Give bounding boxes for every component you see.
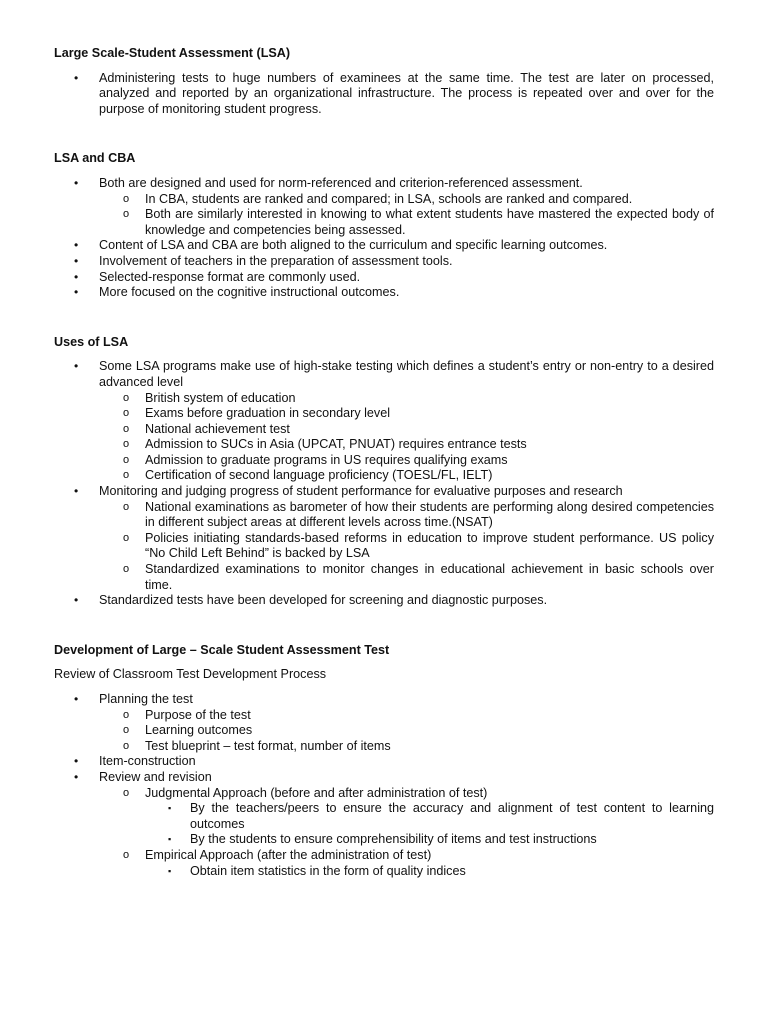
- list-item: [54, 270, 714, 286]
- section-heading: LSA and CBA: [54, 151, 136, 166]
- circle-bullet-icon: o: [123, 500, 130, 513]
- list-item: [54, 359, 714, 390]
- list-item: [54, 406, 714, 422]
- bullet-list: [54, 692, 714, 879]
- list-item-text: Judgmental Approach (before and after administration of test): [145, 785, 488, 800]
- bullet-icon: •: [74, 285, 79, 300]
- document-section: [54, 46, 714, 117]
- circle-bullet-icon: o: [123, 531, 130, 544]
- bullet-icon: •: [74, 70, 79, 85]
- list-item-text: Purpose of the test: [145, 707, 251, 722]
- circle-bullet-icon: o: [123, 453, 130, 466]
- list-item-text: Both are similarly interested in knowing to what extent students have mastered the expected body of knowledge and competencies being assessed.: [145, 207, 714, 237]
- list-item-text: Both are designed and used for norm-referenced and criterion-referenced assessment.: [99, 175, 583, 190]
- bullet-icon: •: [74, 484, 79, 499]
- section-gap: [54, 609, 714, 643]
- circle-bullet-icon: o: [123, 786, 130, 799]
- list-item-text: More focused on the cognitive instructional outcomes.: [99, 285, 400, 300]
- bullet-icon: •: [74, 769, 79, 784]
- square-bullet-icon: ▪: [168, 834, 172, 845]
- list-item-text: In CBA, students are ranked and compared; in LSA, schools are ranked and compared.: [145, 191, 633, 206]
- list-item-text: Certification of second language proficiency (TOESL/FL, IELT): [145, 468, 493, 483]
- bullet-icon: •: [74, 692, 79, 706]
- list-item: [54, 453, 714, 469]
- list-item: [54, 391, 714, 407]
- circle-bullet-icon: o: [123, 192, 130, 205]
- bullet-icon: •: [74, 253, 79, 268]
- list-item-text: Test blueprint – test format, number of items: [145, 738, 391, 753]
- list-item: [54, 531, 714, 562]
- list-item: [54, 71, 714, 118]
- list-item: [54, 500, 714, 531]
- list-item: [54, 484, 714, 500]
- list-item-text: Standardized tests have been developed for screening and diagnostic purposes.: [99, 593, 548, 608]
- list-item: [54, 692, 714, 708]
- list-item-text: Learning outcomes: [145, 723, 253, 738]
- document-page: [54, 46, 714, 879]
- list-item: [54, 754, 714, 770]
- document-section: [54, 643, 714, 879]
- section-subheading: Review of Classroom Test Development Process: [54, 667, 327, 682]
- circle-bullet-icon: o: [123, 469, 130, 482]
- list-item: [54, 422, 714, 438]
- circle-bullet-icon: o: [123, 708, 130, 721]
- bullet-icon: •: [74, 754, 79, 769]
- list-item-text: Selected-response format are commonly used.: [99, 269, 361, 284]
- list-item-text: British system of education: [145, 390, 296, 405]
- bullet-list: [54, 71, 714, 118]
- section-heading: Development of Large – Scale Student Assessment Test: [54, 642, 390, 657]
- section-heading: Uses of LSA: [54, 334, 129, 349]
- circle-bullet-icon: o: [123, 422, 130, 435]
- bullet-icon: •: [74, 359, 79, 374]
- list-item-text: Review and revision: [99, 769, 212, 784]
- list-item-text: Administering tests to huge numbers of examinees at the same time. The test are later on processed, analyzed and reported by an organizational infrastructure. The process is repeated over and over for the purpose of monitoring student progress.: [99, 70, 714, 116]
- list-item: [54, 848, 714, 864]
- list-item: [54, 786, 714, 802]
- list-item-text: By the teachers/peers to ensure the accuracy and alignment of test content to learning outcomes: [190, 801, 714, 831]
- list-item: [54, 801, 714, 832]
- list-item: [54, 864, 714, 880]
- circle-bullet-icon: o: [123, 407, 130, 420]
- list-item: [54, 468, 714, 484]
- square-bullet-icon: ▪: [168, 865, 172, 876]
- circle-bullet-icon: o: [123, 391, 130, 404]
- circle-bullet-icon: o: [123, 563, 130, 576]
- list-item: [54, 562, 714, 593]
- section-gap: [54, 117, 714, 151]
- list-item-text: Admission to graduate programs in US requires qualifying exams: [145, 452, 508, 467]
- list-item: [54, 770, 714, 786]
- document-section: [54, 151, 714, 300]
- list-item: [54, 192, 714, 208]
- list-item: [54, 207, 714, 238]
- list-item-text: Obtain item statistics in the form of quality indices: [190, 863, 466, 878]
- list-item: [54, 285, 714, 301]
- list-item-text: National examinations as barometer of how their students are performing along desired competencies in different subject areas at different levels across time.(NSAT): [145, 499, 714, 530]
- list-item: [54, 832, 714, 848]
- list-item-text: Empirical Approach (after the administration of test): [145, 847, 432, 862]
- bullet-list: [54, 359, 714, 609]
- list-item: [54, 238, 714, 254]
- circle-bullet-icon: o: [123, 208, 130, 221]
- list-item: [54, 437, 714, 453]
- circle-bullet-icon: o: [123, 848, 130, 861]
- list-item-text: Involvement of teachers in the preparation of assessment tools.: [99, 253, 453, 268]
- bullet-icon: •: [74, 593, 79, 608]
- section-heading: Large Scale-Student Assessment (LSA): [54, 46, 291, 60]
- list-item: [54, 176, 714, 192]
- list-item: [54, 723, 714, 739]
- circle-bullet-icon: o: [123, 438, 130, 451]
- bullet-icon: •: [74, 175, 79, 190]
- bullet-icon: •: [74, 269, 79, 284]
- square-bullet-icon: ▪: [168, 803, 172, 814]
- circle-bullet-icon: o: [123, 739, 130, 752]
- list-item-text: Monitoring and judging progress of student performance for evaluative purposes and research: [99, 484, 623, 499]
- list-item: [54, 593, 714, 609]
- circle-bullet-icon: o: [123, 724, 130, 737]
- list-item-text: Item-construction: [99, 754, 196, 769]
- section-gap: [54, 301, 714, 335]
- list-item: [54, 254, 714, 270]
- list-item-text: National achievement test: [145, 421, 290, 436]
- list-item-text: Exams before graduation in secondary level: [145, 406, 391, 421]
- list-item-text: Policies initiating standards-based reforms in education to improve student performance. US policy “No Child Left Behind” is backed by LSA: [145, 530, 714, 561]
- list-item-text: Planning the test: [99, 692, 193, 706]
- document-section: [54, 335, 714, 609]
- list-item-text: Admission to SUCs in Asia (UPCAT, PNUAT) requires entrance tests: [145, 437, 527, 452]
- bullet-icon: •: [74, 238, 79, 253]
- list-item-text: By the students to ensure comprehensibility of items and test instructions: [190, 832, 597, 847]
- list-item: [54, 708, 714, 724]
- bullet-list: [54, 176, 714, 301]
- list-item: [54, 739, 714, 755]
- list-item-text: Some LSA programs make use of high-stake testing which defines a student’s entry or non-entry to a desired advanced level: [99, 359, 714, 389]
- list-item-text: Standardized examinations to monitor changes in educational achievement in basic schools over time.: [145, 562, 714, 592]
- list-item-text: Content of LSA and CBA are both aligned to the curriculum and specific learning outcomes.: [99, 238, 608, 253]
